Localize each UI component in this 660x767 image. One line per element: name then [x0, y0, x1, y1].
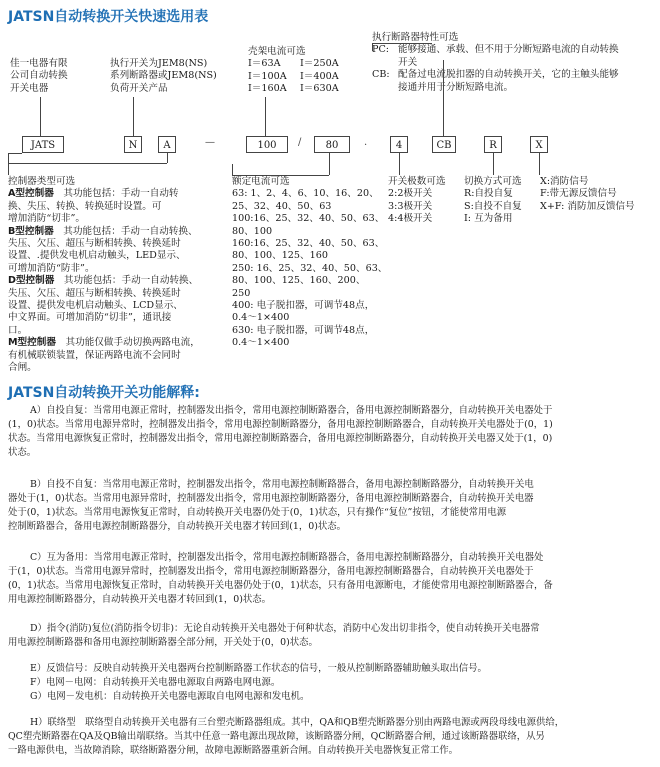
function-paragraph	[8, 404, 652, 460]
controller-type-section	[8, 176, 222, 375]
controller-text: 其功能包括：手动一自动转换、	[54, 275, 199, 287]
signal-option: X:消防信号	[540, 176, 589, 187]
code-box-jats: JATS	[22, 136, 64, 153]
function-paragraph	[8, 662, 652, 704]
breaker-characteristic-label	[372, 32, 656, 94]
controller-text: 设置、提供发电机启动触头、LCD显示、	[8, 300, 183, 312]
rated-current-line: 80、100	[232, 225, 273, 237]
controller-line	[8, 275, 222, 287]
rated-current-line: 25、32、40、50、63	[232, 200, 332, 212]
controller-text: 增加消防“切非”。	[8, 213, 85, 225]
switch-mode-option: R:自投自复	[464, 188, 513, 200]
frame-current-label	[248, 46, 339, 96]
controller-line	[8, 263, 222, 275]
label-line: 公司自动转换	[10, 70, 68, 82]
paragraph-line: 器处于(1，0)状态。当常用电源异常时，控制器发出指令，常用电源控制断路器分，备用电源控制断路器合，自动转换开关电器	[8, 493, 534, 504]
paragraph-line: G）电网－发电机：自动转换开关电器电源取自电网电源和发电机。	[30, 691, 310, 702]
label-line: 壳架电流可选	[248, 46, 306, 57]
paragraph-line: A）自投自复：当常用电源正常时，控制器发出指令，常用电源控制断路器合，备用电源控制断路器分，自动转换开关电器处于	[30, 405, 553, 416]
rated-current-section	[232, 176, 388, 350]
controller-line	[8, 325, 222, 337]
poles-section	[388, 176, 446, 226]
rated-current-line: 630: 电子脱扣器，可调节48点，	[232, 324, 375, 336]
switch-mode-option: S:自投不自复	[464, 200, 522, 212]
label-line: 配备过电流脱扣器的自动转换开关，它的主触头能够	[398, 69, 619, 81]
frame-value: I＝630A	[300, 83, 339, 95]
rated-current-line: 0.4～1×400	[232, 312, 290, 324]
code-box-signal: X	[530, 136, 548, 153]
code-separator-dash: —	[205, 137, 215, 148]
label-line: 系列断路器或JEM8(NS)	[110, 70, 217, 82]
code-box-breaker-type: CB	[432, 136, 456, 153]
frame-value: I＝100A	[248, 70, 287, 82]
paragraph-line: 用电源控制断路器和备用电源控制断路器全部分闸，开关处于(0，0)状态。	[8, 637, 318, 648]
paragraph-line: H）联络型 联络型自动转换开关电器有三台塑壳断路器组成。其中，QA和QB塑壳断路器分别由两路电源或两段母线电源供给，	[30, 717, 565, 728]
controller-line	[8, 226, 222, 238]
function-paragraph	[8, 478, 652, 534]
rated-current-line: 80、100、125、160	[232, 250, 328, 262]
rated-current-line: 250: 16、25、32、40、50、63、	[232, 262, 388, 274]
paragraph-line: 用电源控制断路器分，自动转换开关电器才转回到(1，0)状态。	[8, 594, 271, 605]
paragraph-line: 处于(0，1)状态。当常用电源恢复正常时，自动转换开关电器仍处于(0，1)状态，只有操作“复位”按钮，才能使常用电源	[8, 507, 507, 518]
frame-value: I＝400A	[300, 70, 339, 82]
page-title: JATSN自动转换开关快速选用表	[8, 9, 209, 25]
poles-option: 2:2极开关	[388, 188, 433, 200]
rated-current-heading: 额定电流可选	[232, 176, 290, 187]
controller-text: 设置、.提供发电机启动触头，LED显示、	[8, 250, 186, 262]
label-line: 执行断路器特性可选	[372, 32, 459, 43]
controller-text: 其功能仅做手动切换两路电流，	[55, 337, 200, 349]
controller-line	[8, 213, 222, 225]
signal-option: X+F: 消防加反馈信号	[540, 200, 635, 212]
controller-line	[8, 250, 222, 262]
label-line: 佳一电器有限	[10, 58, 68, 69]
code-box-poles: 4	[390, 136, 408, 153]
controller-type-name: D型控制器	[8, 275, 55, 287]
controller-line	[8, 300, 222, 312]
frame-value: I＝160A	[248, 83, 287, 95]
code-box-rated-current: 80	[314, 136, 350, 153]
controller-line	[8, 238, 222, 250]
controller-text: 其功能包括：手动一自动转	[53, 188, 179, 200]
controller-line	[8, 188, 222, 200]
controller-type-name: M型控制器	[8, 337, 56, 349]
code-box-a: A	[158, 136, 176, 153]
paragraph-line: 状态。	[8, 447, 37, 458]
label-line: 开关	[398, 56, 418, 68]
rated-current-line: 100:16、25、32、40、50、63、	[232, 213, 385, 225]
controller-text: 合闸。	[8, 362, 37, 374]
manufacturer-label	[10, 58, 68, 95]
paragraph-line: 于(1，0)状态。当常用电源异常时，控制器发出指令，常用电源控制断路器分，备用电源控制断路器合，自动转换开关电器处于	[8, 566, 534, 577]
function-paragraph	[8, 551, 652, 607]
frame-value: I＝63A	[248, 58, 281, 70]
rated-current-line: 80、100、125、160、200、	[232, 275, 366, 287]
code-separator-slash: /	[298, 137, 302, 148]
code-box-switch-mode: R	[484, 136, 502, 153]
controller-type-name: B型控制器	[8, 225, 54, 237]
label-code: PC:	[372, 44, 390, 56]
controller-text: 可增加消防“防非”。	[8, 262, 95, 274]
controller-type-name: A型控制器	[8, 188, 54, 200]
paragraph-line: (0，1)状态。当常用电源恢复正常时，自动转换开关电器仍处于(0，1)状态，只有备用电源断电，才能使常用电源控制断路器合，备	[8, 580, 553, 591]
code-box-frame-current: 100	[246, 136, 288, 153]
controller-line	[8, 288, 222, 300]
signal-section	[540, 176, 635, 213]
code-separator-dot: .	[364, 137, 368, 148]
rated-current-line: 250	[232, 287, 251, 299]
function-paragraph	[8, 716, 652, 758]
controller-line	[8, 350, 222, 362]
rated-current-line: 0.4～1×400	[232, 337, 290, 349]
controller-text: 其功能包括：手动一自动转换、	[53, 225, 198, 237]
poles-option: 4:4极开关	[388, 213, 433, 225]
controller-text: 失压、欠压、超压与断相转换、转换延时	[8, 287, 181, 299]
paragraph-line: C）互为备用：当常用电源正常时，控制器发出指令，常用电源控制断路器合，备用电源控制断路器分，自动转换开关电器处	[30, 552, 544, 563]
function-paragraph	[8, 622, 652, 650]
section-title: JATSN自动转换开关功能解释:	[8, 385, 200, 401]
label-line: 负荷开关产品	[110, 82, 168, 94]
paragraph-line: F）电网－电网：自动转换开关电器电源取自两路电网电源。	[30, 677, 281, 688]
paragraph-line: B）自投不自复：当常用电源正常时，控制器发出指令，常用电源控制断路器合，备用电源控制断路器分，自动转换开关电	[30, 479, 534, 490]
controller-line	[8, 362, 222, 374]
controller-line	[8, 201, 222, 213]
paragraph-line: 控制断路器合，备用电源控制断路器分，自动转换开关电器才转回到(1，0)状态。	[8, 521, 346, 532]
poles-option: 3:3极开关	[388, 200, 433, 212]
paragraph-line: 状态。当常用电源恢复正常时，控制器发出指令，常用电源控制断路器合，备用电源控制断路器分，自动转换开关电器又处于(1，0)	[8, 433, 553, 444]
controller-text: 中文界面。可增加消防“切非”，通讯接	[8, 312, 172, 324]
paragraph-line: (1，0)状态。当常用电源异常时，控制器发出指令，常用电源控制断路器分，备用电源控制断路器合，自动转换开关电器处于(0，1)	[8, 419, 553, 430]
label-line: 能够接通、承载、但不用于分断短路电流的自动转换	[398, 44, 619, 56]
controller-text: 有机械联锁装置，保证两路电流不会同时	[8, 349, 181, 361]
label-line: 接通并用于分断短路电流。	[398, 81, 514, 93]
rated-current-line: 400: 电子脱扣器，可调节48点，	[232, 300, 375, 312]
rated-current-line: 160:16、25、32、40、50、63、	[232, 238, 385, 250]
controller-type-heading: 控制器类型可选	[8, 176, 76, 187]
rated-current-line: 63: 1、2、4、6、10、16、20、	[232, 188, 379, 200]
poles-heading: 开关极数可选	[388, 176, 446, 187]
controller-text: 失压、欠压、超压与断相转换、转换延时	[8, 238, 181, 250]
paragraph-line: QC塑壳断路器在QA及QB输出端联络。当其中任意一路电源出现故障，该断路器分闸，QC断路器合闸，通过该断路器联络，从另	[8, 731, 545, 742]
code-box-n: N	[124, 136, 142, 153]
label-line: 开关电器	[10, 82, 49, 94]
controller-text: 口。	[8, 324, 28, 336]
frame-value: I＝250A	[300, 58, 339, 70]
signal-option: F:带无源反馈信号	[540, 188, 617, 200]
switch-mode-option: I: 互为备用	[464, 213, 513, 225]
switch-mode-section	[464, 176, 522, 226]
controller-text: 换、失压、转换、转换延时设置。可	[8, 200, 162, 212]
paragraph-line: 一路电源供电，当故障消除，联络断路器分闸，故障电源断路器重新合闸。自动转换开关电器恢复正常工作。	[8, 745, 459, 756]
paragraph-line: D）指令(消防)复位(消防指令切非)：无论自动转换开关电器处于何种状态，消防中心发出切非指令，使自动转换开关电器常	[30, 623, 540, 634]
paragraph-line: E）反馈信号：反映自动转换开关电器两台控制断路器工作状态的信号，一般从控制断路器辅助触头取出信号。	[30, 663, 487, 674]
switch-mode-heading: 切换方式可选	[464, 176, 522, 187]
controller-line	[8, 337, 222, 349]
controller-line	[8, 312, 222, 324]
label-line: 执行开关为JEM8(NS)	[110, 58, 208, 69]
executive-switch-label	[110, 58, 217, 95]
label-code: CB:	[372, 69, 390, 81]
